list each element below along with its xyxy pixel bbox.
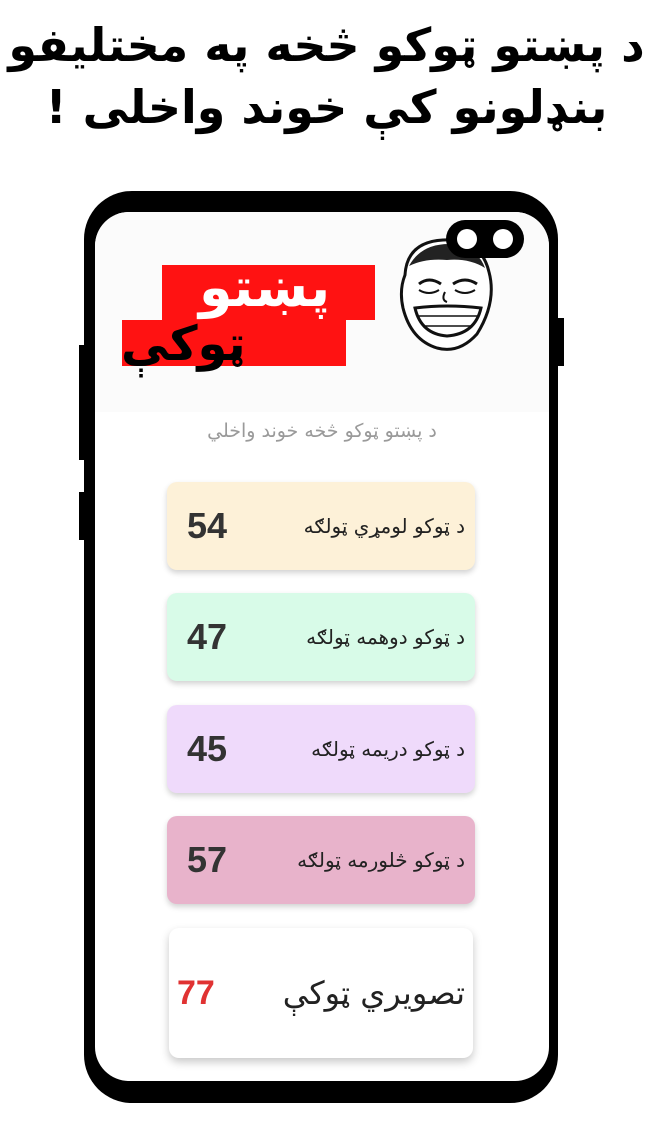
photo-jokes-label: تصویري ټوکې: [282, 974, 465, 1012]
category-count: 54: [187, 505, 228, 546]
promo-headline: [0, 14, 653, 138]
category-label: د ټوکو څلورمه ټولګه: [297, 848, 465, 872]
camera-lens-right: [493, 229, 513, 249]
promo-headline-line2: بنډلونو کې خوند واخلی !: [45, 80, 608, 134]
category-card-1[interactable]: [167, 482, 475, 570]
promo-headline-line1: د پښتو ټوکو څخه په مختلیفو: [8, 18, 645, 72]
category-count: 47: [187, 616, 228, 657]
category-count: 57: [187, 839, 228, 880]
photo-jokes-count: 77: [177, 974, 215, 1012]
category-card-4[interactable]: [167, 816, 475, 904]
category-label: د ټوکو لومړي ټولګه: [303, 514, 465, 538]
app-subtitle: د پښتو ټوکو څخه خوند واخلي: [207, 420, 437, 442]
category-card-3[interactable]: [167, 705, 475, 793]
logo-word-tokay: ټوکې: [121, 316, 246, 372]
category-count: 45: [187, 728, 228, 769]
camera-lens-left: [457, 229, 477, 249]
phone-side-button-upper: [79, 345, 87, 460]
phone-side-button-right: [556, 318, 564, 366]
camera-module: [446, 220, 524, 258]
category-card-2[interactable]: [167, 593, 475, 681]
logo-word-pashto: پښتو: [199, 256, 331, 319]
category-label: د ټوکو دوهمه ټولګه: [306, 625, 465, 649]
phone-side-button-lower: [79, 492, 87, 540]
photo-jokes-card[interactable]: [169, 928, 473, 1058]
category-label: د ټوکو دریمه ټولګه: [311, 737, 465, 761]
